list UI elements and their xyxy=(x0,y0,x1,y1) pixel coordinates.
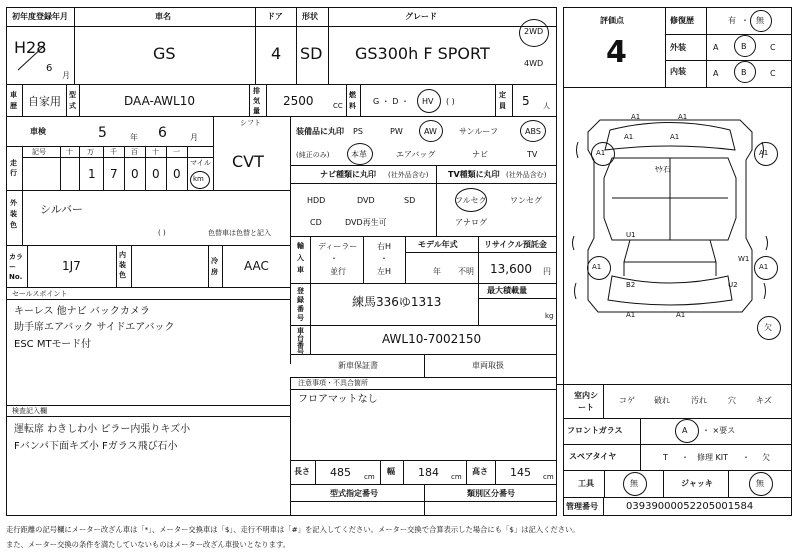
tv-title-note: (社外品含む) xyxy=(506,171,547,179)
usage-value: 自家用 xyxy=(28,95,61,108)
width-label: 幅 xyxy=(387,467,395,476)
mark-w1: W1 xyxy=(738,255,750,263)
spare-t: T xyxy=(663,453,668,462)
length-unit: cm xyxy=(364,473,375,481)
inspection-label: 車検 xyxy=(30,127,46,136)
color-value: シルバー xyxy=(40,203,83,216)
grade-label: グレード xyxy=(405,12,437,21)
mark-b2: B2 xyxy=(626,281,636,289)
first-reg-label: 初年度登録年月 xyxy=(12,12,68,21)
mark-lf: A1 xyxy=(596,149,606,157)
tv-oneseg: ワンセグ xyxy=(510,196,542,205)
unit-header-1: 万 xyxy=(87,148,94,156)
doc-warranty: 新車保証書 xyxy=(338,361,378,370)
interior-label: 内装 xyxy=(670,67,686,76)
jack-label: ジャッキ xyxy=(681,479,713,488)
first-reg-month: 6 xyxy=(46,63,53,74)
tv-fullseg: フルセグ xyxy=(455,196,487,205)
navi-cd: CD xyxy=(310,218,322,227)
cc-unit: CC xyxy=(333,102,343,110)
model-value: DAA-AWL10 xyxy=(124,94,195,108)
height-unit: cm xyxy=(543,473,554,481)
exterior-a: A xyxy=(713,43,719,52)
interior-c: C xyxy=(770,69,776,78)
inspection-year-unit: 年 xyxy=(130,133,138,142)
mark-rf: A1 xyxy=(759,149,769,157)
front-glass-other: ・ ×要ス xyxy=(702,426,736,435)
diagram-note: ﾔｹ石 xyxy=(655,165,671,174)
sales-line-2: ESC MTモード付 xyxy=(14,339,92,350)
import-right-h: 右H xyxy=(377,242,392,251)
ac-value: AAC xyxy=(244,259,269,273)
model-label: 型式 xyxy=(69,91,76,110)
exterior-c: C xyxy=(770,43,776,52)
doc-manual: 車両取扱 xyxy=(472,361,504,370)
notes-label: 注意事項・不具合箇所 xyxy=(298,379,368,387)
interior-color-label: 内装色 xyxy=(119,251,126,279)
width-value: 184 xyxy=(418,466,439,479)
color-no-value: 1J7 xyxy=(62,259,81,273)
diagram-missing: 欠 xyxy=(764,323,772,332)
capacity-label: 定員 xyxy=(499,91,506,110)
spare-dot-2: ・ xyxy=(742,453,750,462)
class-no-label: 類別区分番号 xyxy=(467,489,515,498)
import-dealer: ディーラー xyxy=(318,242,358,251)
registration-value: 練馬336ゆ1313 xyxy=(352,295,442,309)
seat-hole: 穴 xyxy=(728,396,736,405)
navi-hdd: HDD xyxy=(307,196,326,205)
mark-front-2: A1 xyxy=(678,113,688,121)
mark-rear-2: A1 xyxy=(676,311,686,319)
recycle-value: 13,600 xyxy=(490,262,532,276)
seat-stain: 汚れ xyxy=(691,396,707,405)
seat-scratch: キズ xyxy=(756,396,772,405)
drive-4wd: 4WD xyxy=(524,59,544,68)
equip-ps: PS xyxy=(353,127,363,136)
inspection-month-unit: 月 xyxy=(190,133,198,142)
mileage-digit-2: 0 xyxy=(131,167,139,181)
equip-pw: PW xyxy=(390,127,403,136)
mile-unit: マイル xyxy=(190,159,211,167)
length-value: 485 xyxy=(330,466,351,479)
repair-label: 修復歴 xyxy=(670,16,694,25)
color-label: 外装色 xyxy=(10,199,17,229)
tv-analog: アナログ xyxy=(455,218,487,227)
footer-line-1: 走行距離の記号欄にメーター改ざん車は「*」、メーター交換車は「$」、走行不明車は「#」を記入してください。メーター交換で合算表示した場合にも「$」は記入ください。 xyxy=(6,525,580,534)
seat-burn: コゲ xyxy=(619,396,635,405)
score-label: 評価点 xyxy=(600,16,624,25)
door-value: 4 xyxy=(271,44,282,63)
import-label: 輸入車 xyxy=(297,242,304,274)
spare-missing: 欠 xyxy=(762,453,770,462)
width-unit: cm xyxy=(451,473,462,481)
tv-title: TV種類に丸印 xyxy=(448,170,500,179)
spare-dot-1: ・ xyxy=(681,453,689,462)
inspector-label: 検査記入欄 xyxy=(12,407,47,415)
model-year-label: モデル年式 xyxy=(418,240,458,249)
grade-value: GS300h F SPORT xyxy=(355,44,490,63)
jack-value: 無 xyxy=(756,479,764,488)
unit-header-3: 百 xyxy=(131,148,138,156)
seat-tear: 破れ xyxy=(654,396,670,405)
unit-header-0: 十 xyxy=(66,148,73,156)
usage-label: 車歴 xyxy=(10,91,17,110)
unit-header-4: 十 xyxy=(152,148,159,156)
mileage-symbol-label: 記号 xyxy=(32,148,46,156)
door-label: ドア xyxy=(267,12,283,21)
sales-line-1: 助手席エアバック サイドエアバック xyxy=(14,322,175,333)
repair-yes: 有 xyxy=(728,16,736,25)
length-label: 長さ xyxy=(294,467,310,476)
mark-front-1: A1 xyxy=(631,113,641,121)
color-note: 色替車は色替と記入 xyxy=(208,229,271,237)
inspector-line-1: Fバンパ下面キズ小 Fガラス飛び石小 xyxy=(14,441,178,452)
mark-lr: A1 xyxy=(592,263,602,271)
shape-label: 形状 xyxy=(302,12,318,21)
equip-sunroof: サンルーフ xyxy=(459,127,498,136)
fuel-label: 燃料 xyxy=(349,91,356,110)
kg-unit: kg xyxy=(545,312,554,320)
mark-rear-1: A1 xyxy=(626,311,636,319)
capacity-value: 5 xyxy=(522,94,530,108)
height-value: 145 xyxy=(510,466,531,479)
equip-leather: 本革 xyxy=(351,150,367,159)
interior-seat-label: 室内シート xyxy=(574,391,598,412)
spare-kit: 修理 KIT xyxy=(697,453,729,462)
footer-line-2: また、メーター交換の条件を満たしていないものはメーター改ざん車扱いとなります。 xyxy=(6,540,290,549)
exterior-b: B xyxy=(741,42,747,51)
equip-abs: ABS xyxy=(525,127,541,136)
mark-u2: U2 xyxy=(728,281,738,289)
equipment-sublabel: (純正のみ) xyxy=(296,151,330,159)
score-value: 4 xyxy=(606,35,627,70)
navi-sd: SD xyxy=(404,196,416,205)
inspector-line-0: 運転席 わきしわ小 ピラー内張りキズ小 xyxy=(14,424,191,435)
navi-dvd-play: DVD再生可 xyxy=(345,218,387,227)
color-note-paren: ( ) xyxy=(158,229,166,237)
color-no-label: カラーNo. xyxy=(9,253,23,281)
equip-navi: ナビ xyxy=(472,150,488,159)
fuel-options: G ・ D ・ xyxy=(373,97,409,106)
inspection-year: 5 xyxy=(98,125,107,141)
registration-label: 登録番号 xyxy=(297,287,304,322)
management-value: 03939000052205001584 xyxy=(626,501,754,512)
chassis-label: 車台番号 xyxy=(297,327,304,356)
interior-a: A xyxy=(713,69,719,78)
first-reg-month-unit: 月 xyxy=(62,71,70,80)
mileage-digit-1: 7 xyxy=(110,167,118,181)
max-load-label: 最大積載量 xyxy=(487,286,527,295)
front-glass-a: A xyxy=(682,426,688,435)
fuel-hv: HV xyxy=(422,97,434,106)
car-name-label: 車名 xyxy=(155,12,171,21)
sales-line-0: キーレス 他ナビ バックカメラ xyxy=(14,306,150,317)
navi-dvd: DVD xyxy=(357,196,375,205)
inspection-month: 6 xyxy=(158,125,167,141)
displacement-label: 排気量 xyxy=(253,87,260,115)
import-left-h: 左H xyxy=(377,267,392,276)
mark-hood-2: A1 xyxy=(670,133,680,141)
chassis-value: AWL10-7002150 xyxy=(382,332,482,346)
unit-header-5: 一 xyxy=(173,148,180,156)
import-dot: ・ xyxy=(330,254,338,263)
navi-title-note: (社外品含む) xyxy=(388,171,429,179)
first-reg-era: H28 xyxy=(14,38,47,57)
recycle-label: リサイクル預託金 xyxy=(484,240,547,249)
fuel-other: ( ) xyxy=(446,97,455,106)
drive-2wd: 2WD xyxy=(524,27,544,36)
import-dot-2: ・ xyxy=(380,254,388,263)
tools-label: 工具 xyxy=(578,479,594,488)
notes-line-0: フロアマットなし xyxy=(298,394,378,405)
mark-hood-1: A1 xyxy=(624,133,634,141)
model-year-unit: 年 xyxy=(433,267,441,276)
person-unit: 人 xyxy=(543,102,550,110)
car-name: GS xyxy=(153,44,176,63)
mileage-label: 走行 xyxy=(10,159,17,177)
ac-label: 冷房 xyxy=(211,257,218,276)
mark-u1: U1 xyxy=(626,231,636,239)
tools-value: 無 xyxy=(630,479,638,488)
mileage-digit-4: 0 xyxy=(173,167,181,181)
sales-label: セールスポイント xyxy=(12,290,68,298)
unit-header-2: 千 xyxy=(110,148,117,156)
import-parallel: 並行 xyxy=(330,267,346,276)
shift-value: CVT xyxy=(232,152,264,171)
height-label: 高さ xyxy=(472,467,488,476)
front-glass-label: フロントガラス xyxy=(567,426,623,435)
shape-value: SD xyxy=(300,44,323,63)
yen-unit: 円 xyxy=(543,267,551,276)
equipment-label: 装備品に丸印 xyxy=(296,127,344,136)
equip-aw: AW xyxy=(424,127,437,136)
displacement-value: 2500 xyxy=(283,94,314,108)
model-year-unknown: 不明 xyxy=(458,267,474,276)
navi-title: ナビ種類に丸印 xyxy=(320,170,376,179)
mark-rr: A1 xyxy=(759,263,769,271)
type-no-label: 型式指定番号 xyxy=(330,489,378,498)
management-label: 管理番号 xyxy=(566,502,598,511)
interior-b: B xyxy=(741,68,747,77)
equip-tv: TV xyxy=(527,150,538,159)
mileage-digit-3: 0 xyxy=(152,167,160,181)
mileage-digit-0: 1 xyxy=(88,167,96,181)
km-unit: km xyxy=(193,175,204,183)
spare-label: スペアタイヤ xyxy=(569,452,617,461)
exterior-label: 外装 xyxy=(670,43,686,52)
repair-dot: ・ xyxy=(741,16,749,25)
repair-no: 無 xyxy=(756,16,764,25)
shift-label: シフト xyxy=(240,119,261,127)
equip-airbag: エアバッグ xyxy=(396,150,436,159)
